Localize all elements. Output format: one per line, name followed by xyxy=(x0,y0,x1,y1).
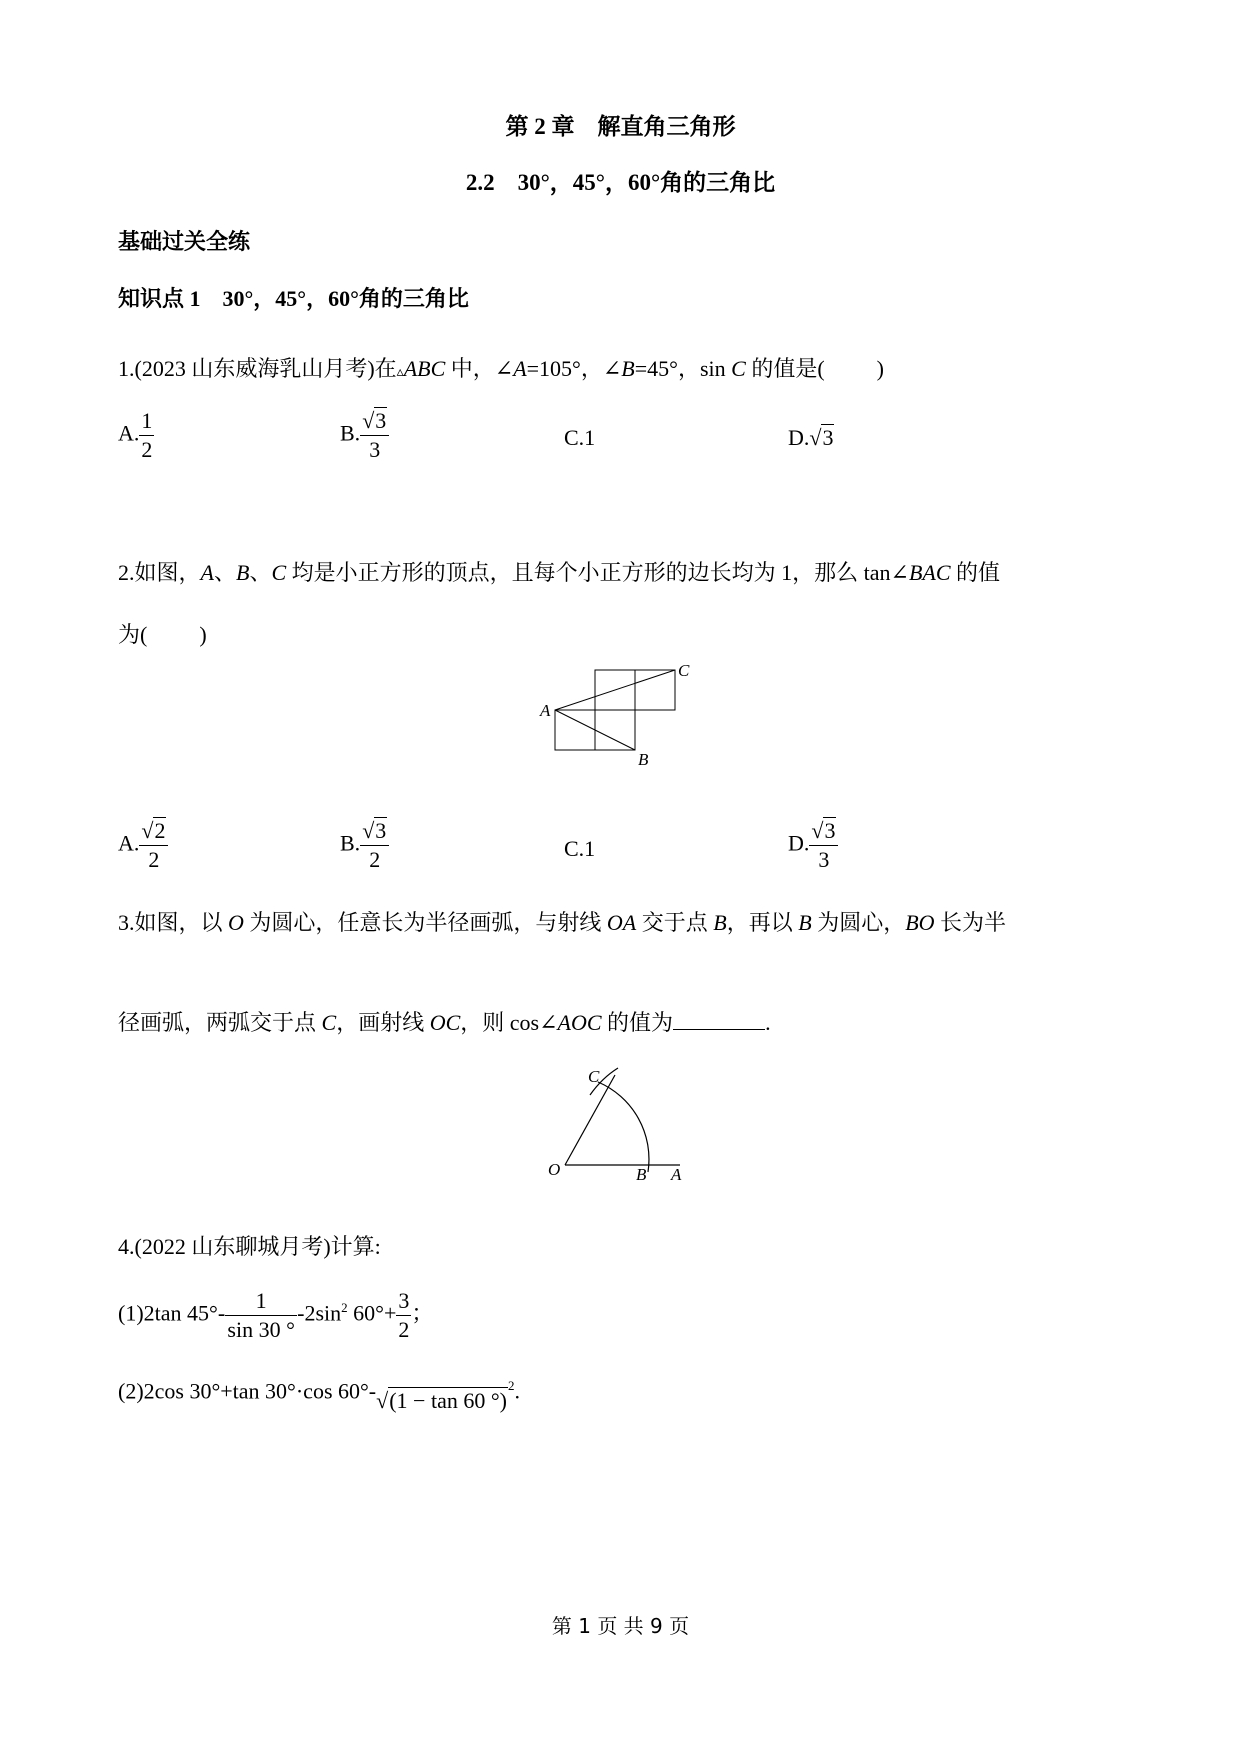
q3-label-o: O xyxy=(548,1160,561,1179)
q4-part-1: (1)2tan 45°- $\frac{1}{\sin 30 ^\circ}$ $-2\sin^2$ 60°+ $\frac{3}{2}$ ； xyxy=(118,1288,434,1342)
q3-answer-blank xyxy=(673,1011,765,1030)
q3-label-a: A xyxy=(671,1165,682,1184)
q1-option-d: D.√3 xyxy=(788,425,834,450)
q2-grid-figure xyxy=(530,655,710,770)
q2-option-c: C.1 xyxy=(564,836,596,861)
q4-part-2: (2)2cos 30°+tan 30°·cos 60°-√(1 − tan 60 °)$^2$. xyxy=(118,1378,520,1414)
section-title: 2.2 30°，45°，60°角的三角比 xyxy=(465,170,776,195)
question-4-title: 4.(2022 山东聊城月考)计算: xyxy=(118,1234,381,1259)
q3-label-c: C xyxy=(588,1067,600,1086)
question-1-text: 1.(2023 山东威海乳山月考)在▵ABC 中，∠A=105°，∠B=45°，sin C 的值是( ) xyxy=(118,356,884,381)
question-2-text-line2: 为( ) xyxy=(118,622,207,647)
q2-option-b: B. $\frac{√3}{2}$ xyxy=(340,820,389,871)
q1-option-c: C.1 xyxy=(564,425,596,450)
q2-label-b: B xyxy=(638,750,649,769)
q2-option-a: A. $\frac{√2}{2}$ xyxy=(118,820,168,871)
q2-label-a: A xyxy=(540,701,551,720)
question-3-text-line2: 径画弧，两弧交于点 C，画射线 OC，则 cos∠AOC 的值为 . xyxy=(118,1010,771,1035)
question-2-text-line1: 2.如图，A、B、C 均是小正方形的顶点，且每个小正方形的边长均为 1，那么 tan∠BAC 的值 xyxy=(118,560,1001,585)
exercise-heading: 基础过关全练 xyxy=(118,229,251,254)
knowledge-point-heading: 知识点 1 30°，45°，60°角的三角比 xyxy=(118,286,469,311)
page-footer: 第 1 页 共 9 页 xyxy=(551,1614,690,1638)
q1-option-b: B. $\frac{√3}{3}$ xyxy=(340,410,389,461)
chapter-title: 第 2 章 解直角三角形 xyxy=(505,114,736,139)
q1-option-a: A. $\frac{1}{2}$ xyxy=(118,408,153,462)
question-3-text-line1: 3.如图，以 O 为圆心，任意长为半径画弧，与射线 OA 交于点 B，再以 B 为圆心，BO 长为半 xyxy=(118,910,1007,935)
q2-label-c: C xyxy=(678,661,690,680)
q2-option-d: D. $\frac{√3}{3}$ xyxy=(788,820,838,871)
q3-construction-figure xyxy=(540,1060,700,1190)
q3-label-b: B xyxy=(636,1165,647,1184)
